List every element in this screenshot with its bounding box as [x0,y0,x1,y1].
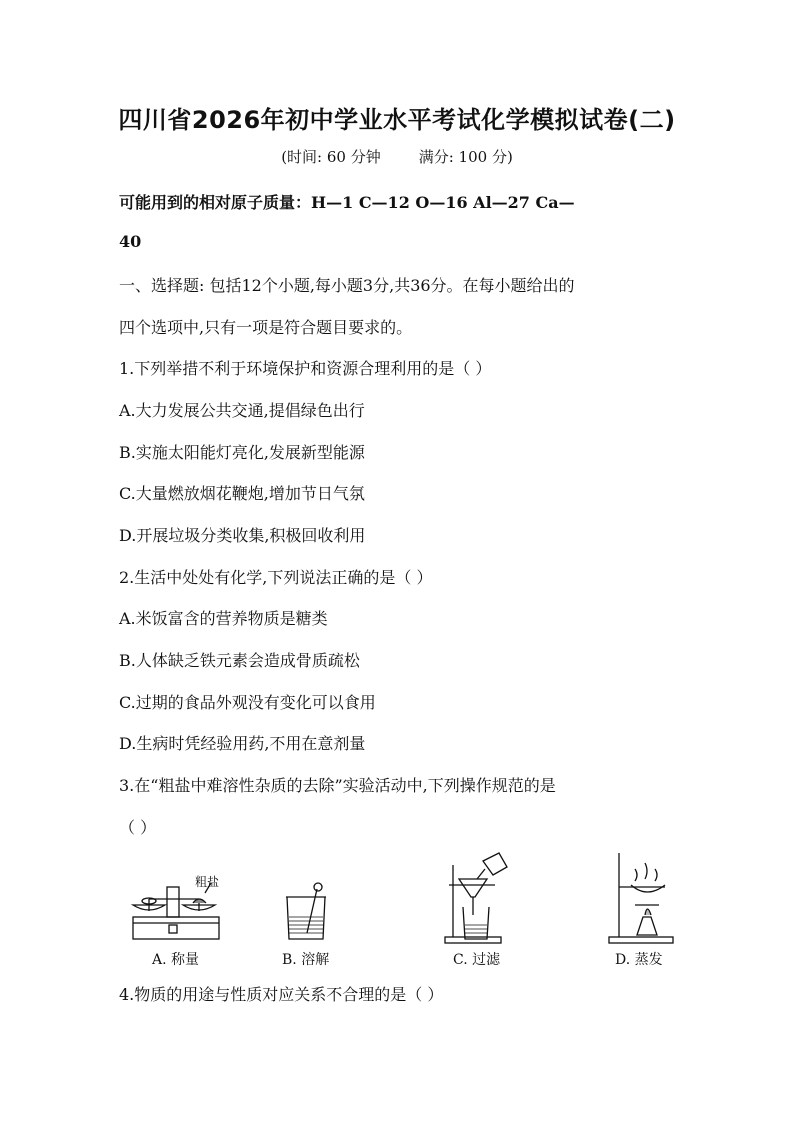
section1-instructions-line2: 四个选项中,只有一项是符合题目要求的。 [119,318,413,337]
question-2-option-d: D.生病时凭经验用药,不用在意剂量 [119,734,366,753]
section1-instructions-line1: 一、选择题: 包括12个小题,每小题3分,共36分。在每小题给出的 [119,276,575,295]
question-3-figure [119,845,679,975]
beaker-illustration [286,883,326,939]
exam-time: (时间: 60 分钟 [281,148,381,166]
caption-filtering: C. 过滤 [453,952,501,968]
question-1-option-b: B.实施太阳能灯亮化,发展新型能源 [119,443,365,462]
exam-title: 四川省2026年初中学业水平考试化学模拟试卷(二) [118,106,676,134]
exam-subtitle [0,146,794,167]
question-2-option-b: B.人体缺乏铁元素会造成骨质疏松 [119,651,360,670]
question-2-option-c: C.过期的食品外观没有变化可以食用 [119,693,376,712]
question-3-blank: （ ） [119,818,157,837]
label-coarse-salt: 粗盐 [195,875,220,889]
balance-illustration [133,883,219,939]
caption-dissolving: B. 溶解 [282,952,330,968]
caption-weighing: A. 称量 [152,952,200,968]
evaporation-illustration [609,853,673,943]
question-1-option-c: C.大量燃放烟花鞭炮,增加节日气氛 [119,484,365,503]
question-2-option-a: A.米饭富含的营养物质是糖类 [119,609,328,628]
atomic-masses-line1: 可能用到的相对原子质量：H—1 C—12 O—16 Al—27 Ca— [119,193,575,212]
question-4-stem: 4.物质的用途与性质对应关系不合理的是（ ） [119,985,444,1004]
question-3-stem: 3.在“粗盐中难溶性杂质的去除”实验活动中,下列操作规范的是 [119,776,556,795]
filtration-illustration [445,853,507,943]
exam-score: 满分: 100 分) [418,148,513,166]
question-1-stem: 1.下列举措不利于环境保护和资源合理利用的是（ ） [119,359,492,378]
caption-evaporating: D. 蒸发 [615,952,663,968]
atomic-masses-line2: 40 [119,232,142,251]
question-2-stem: 2.生活中处处有化学,下列说法正确的是（ ） [119,568,433,587]
question-1-option-a: A.大力发展公共交通,提倡绿色出行 [119,401,365,420]
question-1-option-d: D.开展垃圾分类收集,积极回收利用 [119,526,366,545]
